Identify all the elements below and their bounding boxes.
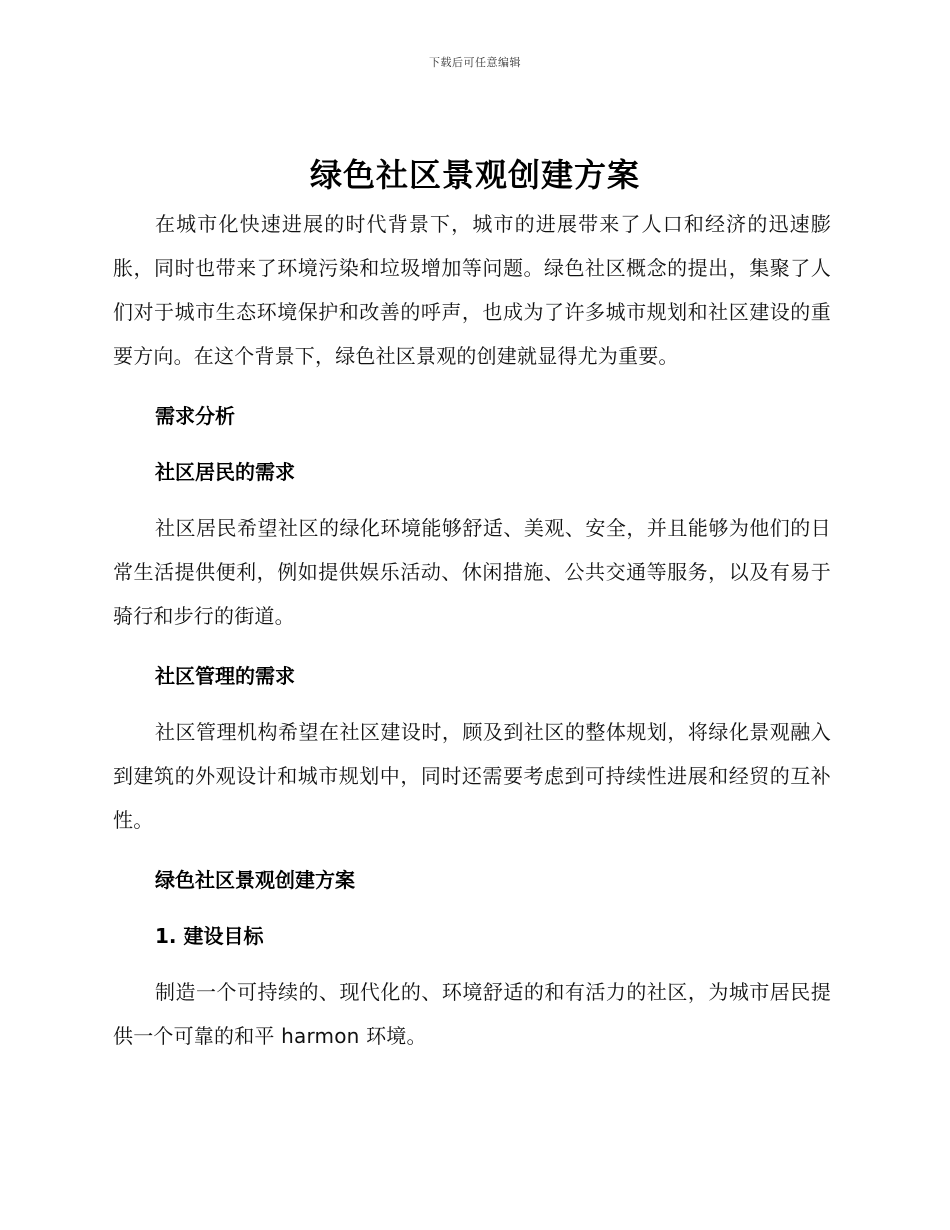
goals-paragraph: 制造一个可持续的、现代化的、环境舒适的和有活力的社区，为城市居民提供一个可靠的和平 harmon 环境。 [113,980,831,1048]
document-title: 绿色社区景观创建方案 [309,156,640,194]
subheading-goals: 1. 建设目标 [155,924,264,948]
residents-paragraph: 社区居民希望社区的绿化环境能够舒适、美观、安全，并且能够为他们的日常生活提供便利，例如提供娱乐活动、休闲措施、公共交通等服务，以及有易于骑行和步行的街道。 [113,516,831,628]
section-heading-plan: 绿色社区景观创建方案 [155,868,355,892]
intro-paragraph: 在城市化快速进展的时代背景下，城市的进展带来了人口和经济的迅速膨胀，同时也带来了环境污染和垃圾增加等问题。绿色社区概念的提出，集聚了人们对于城市生态环境保护和改善的呼声，也成为了许多城市规划和社区建设的重要方向。在这个背景下，绿色社区景观的创建就显得尤为重要。 [113,212,831,368]
subheading-management: 社区管理的需求 [155,664,295,688]
subheading-residents: 社区居民的需求 [155,460,295,484]
section-heading-needs: 需求分析 [155,404,235,428]
management-paragraph: 社区管理机构希望在社区建设时，顾及到社区的整体规划，将绿化景观融入到建筑的外观设计和城市规划中，同时还需要考虑到可持续性进展和经贸的互补性。 [113,720,831,832]
header-note: 下载后可任意编辑 [429,56,521,69]
document-body [113,202,831,1074]
